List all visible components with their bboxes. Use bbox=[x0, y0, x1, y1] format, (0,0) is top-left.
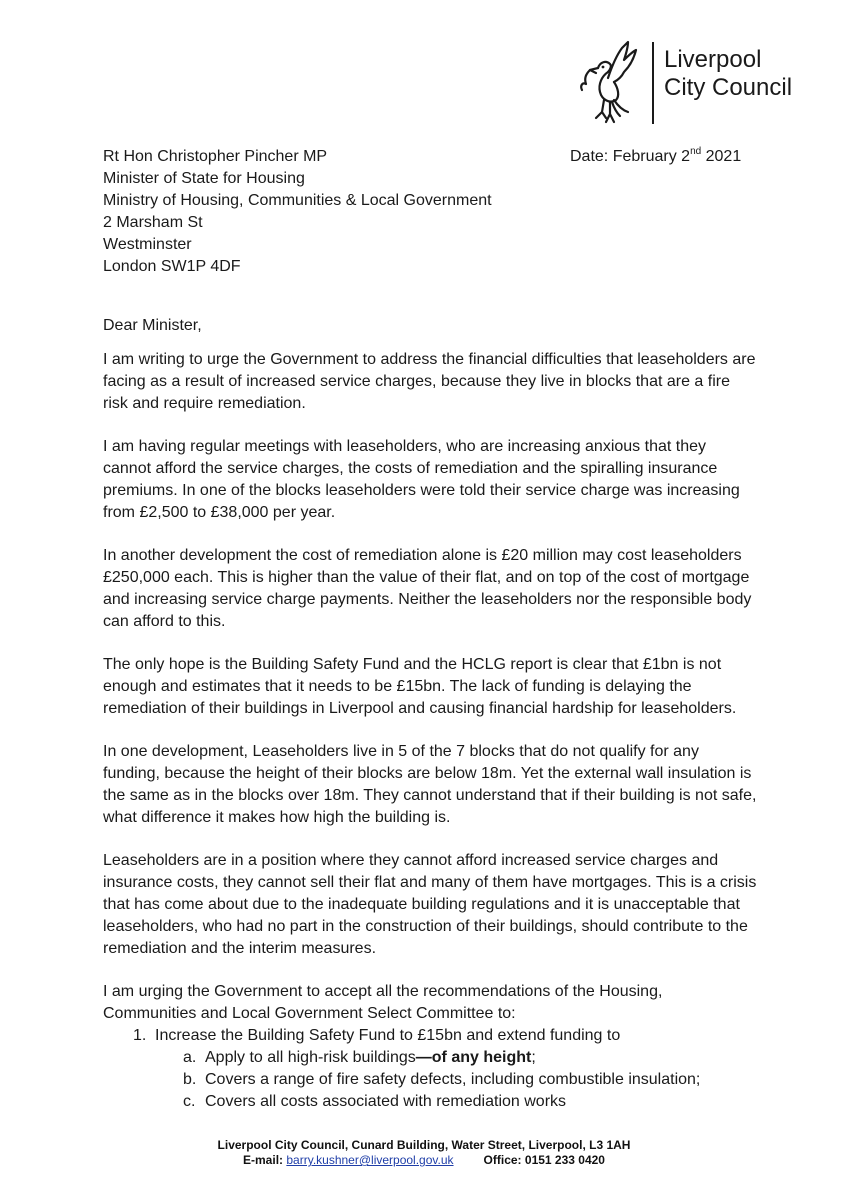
sub-list-text: Covers all costs associated with remediation works bbox=[205, 1093, 567, 1110]
paragraph: In another development the cost of remediation alone is £20 million may cost leaseholders £250,000 each. This is higher than the value of their flat, and on top of the cost of mortgage and increasing service charge payments. Neither the leaseholders nor the responsible body can afford to this. bbox=[103, 547, 752, 630]
address-line: Ministry of Housing, Communities & Local Government bbox=[103, 192, 492, 209]
recommendations-list bbox=[103, 1025, 758, 1113]
address-line: Westminster bbox=[103, 236, 192, 253]
paragraph: The only hope is the Building Safety Fund and the HCLG report is clear that £1bn is not enough and estimates that it needs to be £15bn. The lack of funding is delaying the remediation of their buildings in Liverpool and causing financial hardship for leaseholders. bbox=[103, 656, 737, 717]
sub-list-text: Apply to all high-risk buildings bbox=[205, 1049, 416, 1066]
footer-address: Liverpool City Council, Cunard Building, Water Street, Liverpool, L3 1AH bbox=[217, 1138, 631, 1152]
council-name bbox=[664, 46, 792, 102]
paragraph: I am having regular meetings with leaseholders, who are increasing anxious that they cannot afford the service charges, the costs of remediation and the spiralling insurance premiums. In one of the blocks leaseholders were told their service charge was increasing from £2,500 to £38,000 per year. bbox=[103, 438, 740, 521]
office-label: Office: bbox=[483, 1153, 522, 1167]
address-line: Minister of State for Housing bbox=[103, 170, 305, 187]
recipient-address bbox=[103, 146, 492, 278]
council-name-line1: Liverpool bbox=[664, 46, 762, 73]
logo-divider bbox=[652, 42, 654, 124]
council-name-line2: City Council bbox=[664, 74, 793, 101]
sub-list-letter: c. bbox=[183, 1093, 196, 1110]
paragraph: In one development, Leaseholders live in 5 of the 7 blocks that do not qualify for any funding, because the height of their blocks are below 18m. Yet the external wall insulation is the same as in the blocks over 18m. They cannot understand that if their building is not safe, what difference it makes how high the building is. bbox=[103, 743, 757, 826]
letter-date bbox=[570, 146, 741, 168]
date-suffix: nd bbox=[690, 145, 702, 157]
letter-footer bbox=[0, 1138, 848, 1168]
sub-list-letter: a. bbox=[183, 1049, 197, 1066]
date-label: Date: February 2 bbox=[570, 148, 691, 165]
sub-list-item bbox=[103, 1091, 758, 1113]
liver-bird-icon bbox=[578, 38, 640, 126]
recommendations-intro: I am urging the Government to accept all the recommendations of the Housing, Communities and Local Government Select Committee to: bbox=[103, 983, 663, 1022]
list-item-text: Increase the Building Safety Fund to £15bn and extend funding to bbox=[155, 1027, 621, 1044]
office-phone: 0151 233 0420 bbox=[524, 1153, 605, 1167]
address-line: London SW1P 4DF bbox=[103, 258, 241, 275]
sub-list-item bbox=[103, 1069, 758, 1091]
list-item bbox=[103, 1025, 758, 1047]
council-logo bbox=[578, 38, 808, 126]
email-label: E-mail: bbox=[243, 1153, 284, 1167]
list-number: 1. bbox=[133, 1027, 147, 1044]
letter-body bbox=[103, 349, 758, 1113]
sub-list-item bbox=[103, 1047, 758, 1069]
email-link[interactable]: barry.kushner@liverpool.gov.uk bbox=[286, 1153, 454, 1167]
address-line: Rt Hon Christopher Pincher MP bbox=[103, 148, 328, 165]
sub-list-text: Covers a range of fire safety defects, including combustible insulation; bbox=[205, 1071, 701, 1088]
salutation: Dear Minister, bbox=[103, 317, 202, 334]
date-year: 2021 bbox=[701, 148, 742, 165]
paragraph: I am writing to urge the Government to address the financial difficulties that leaseholders are facing as a result of increased service charges, because they live in blocks that are a fire risk and require remediation. bbox=[103, 351, 756, 412]
sub-list-emphasis: —of any height bbox=[415, 1049, 532, 1066]
footer-contact bbox=[0, 1153, 848, 1168]
sub-list-letter: b. bbox=[183, 1071, 197, 1088]
paragraph: Leaseholders are in a position where they cannot afford increased service charges and insurance costs, they cannot sell their flat and many of them have mortgages. This is a crisis that has come about due to the inadequate building regulations and it is unacceptable that leaseholders, who had no part in the construction of their buildings, should contribute to the remediation and the interim measures. bbox=[103, 852, 757, 957]
address-line: 2 Marsham St bbox=[103, 214, 203, 231]
sub-list-tail: ; bbox=[531, 1049, 536, 1066]
